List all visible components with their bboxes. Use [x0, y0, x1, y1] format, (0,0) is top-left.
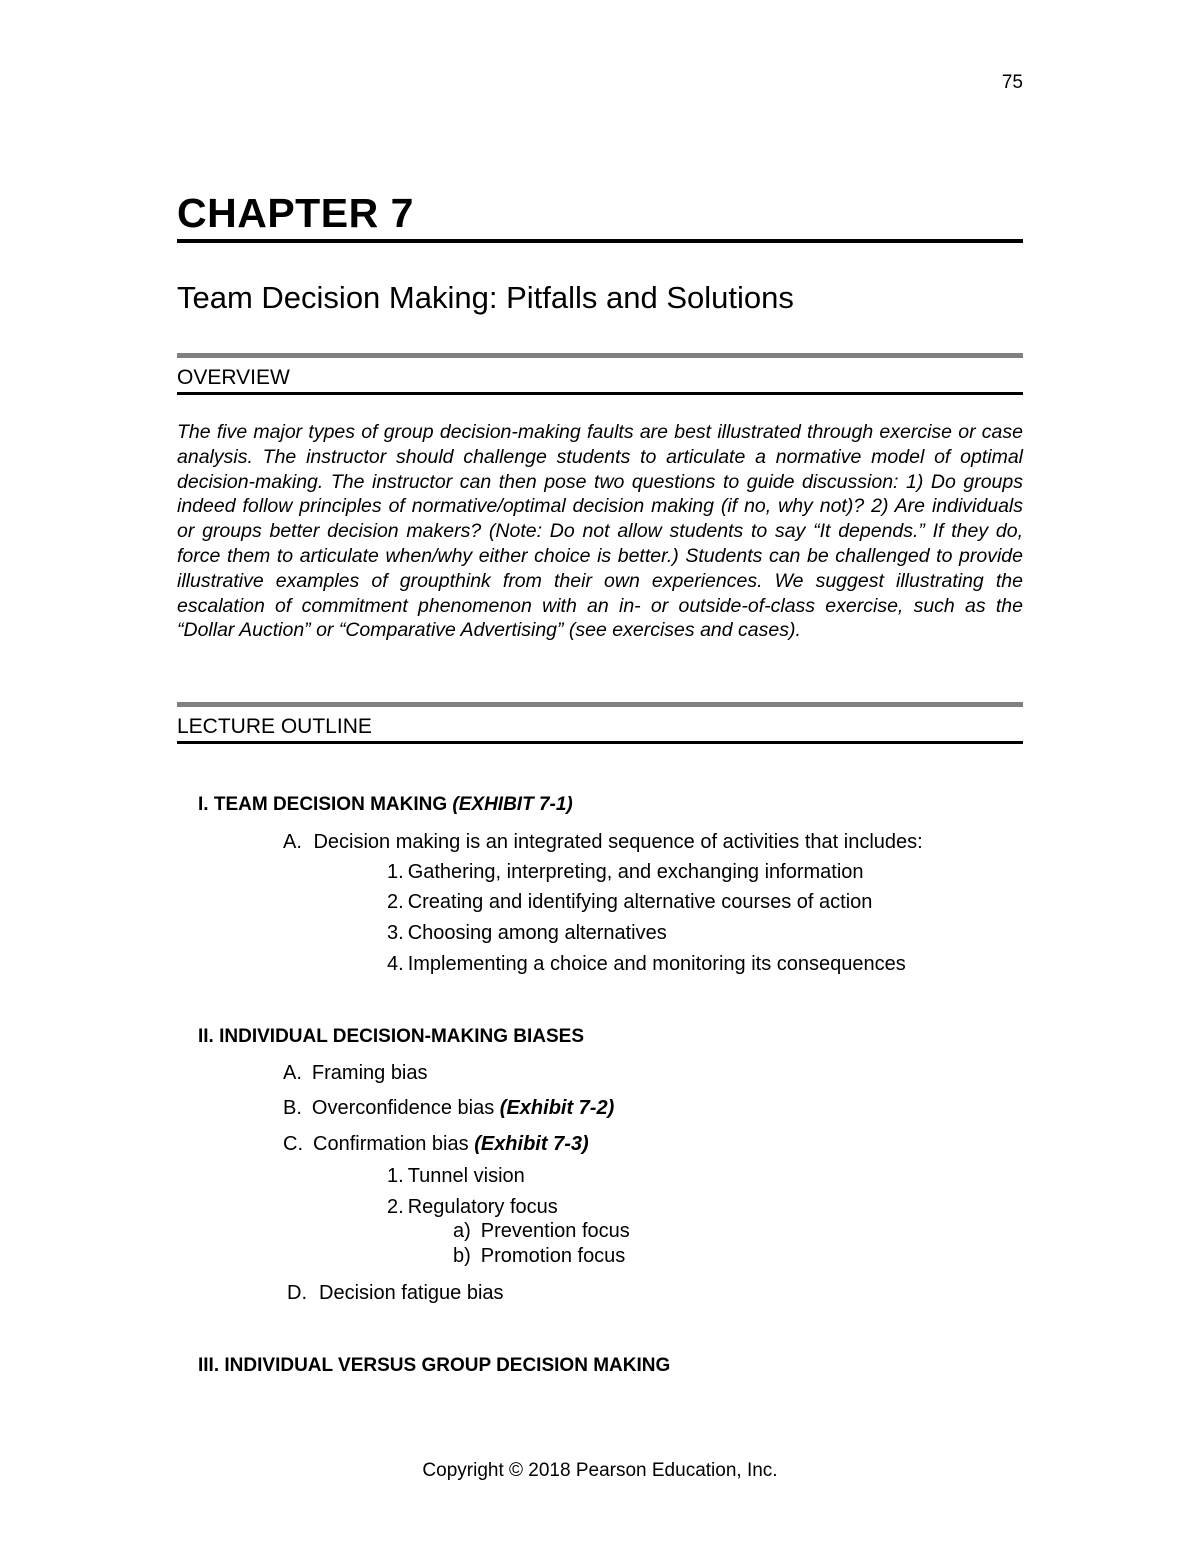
item-text: Gathering, interpreting, and exchanging information — [407, 861, 864, 883]
item-marker: D. — [287, 1282, 307, 1304]
section-2-subitem-1 — [387, 1165, 525, 1188]
overview-heading: OVERVIEW — [177, 366, 290, 389]
exhibit-ref: (Exhibit 7-2) — [499, 1097, 615, 1119]
section-2-subitem-2b — [453, 1245, 625, 1268]
item-text: Implementing a choice and monitoring its consequences — [407, 953, 906, 975]
item-marker: 4. — [387, 953, 404, 975]
item-marker: 2. — [387, 891, 404, 913]
item-text: Choosing among alternatives — [407, 922, 667, 944]
item-marker: 1. — [387, 861, 404, 883]
section-2-subitem-2 — [387, 1196, 558, 1219]
item-marker: 3. — [387, 922, 404, 944]
exhibit-ref: (Exhibit 7-3) — [474, 1133, 589, 1155]
section-1-subitem-4 — [387, 953, 906, 976]
item-marker: b) — [453, 1245, 471, 1267]
outline-bottom-rule — [177, 741, 1023, 744]
item-text: Promotion focus — [480, 1245, 626, 1267]
chapter-subtitle: Team Decision Making: Pitfalls and Solutions — [177, 280, 794, 315]
item-text: Tunnel vision — [407, 1165, 525, 1187]
item-text: Framing bias — [311, 1062, 428, 1084]
item-text: Overconfidence bias — [311, 1097, 500, 1119]
copyright-footer: Copyright © 2018 Pearson Education, Inc. — [422, 1460, 778, 1481]
item-text: Creating and identifying alternative courses of action — [407, 891, 873, 913]
section-2-subitem-2a — [453, 1220, 630, 1243]
item-text: Decision fatigue bias — [319, 1282, 504, 1304]
section-1-subitem-3 — [387, 922, 667, 945]
outline-top-rule — [177, 702, 1023, 707]
section-1-subitem-2 — [387, 891, 872, 914]
item-marker: B. — [283, 1097, 302, 1119]
section-2-item-a — [283, 1062, 428, 1085]
section-1-subitem-1 — [387, 861, 864, 884]
item-text: Decision making is an integrated sequence of activities that includes: — [313, 831, 923, 853]
section-2-heading: II. INDIVIDUAL DECISION-MAKING BIASES — [198, 1026, 585, 1047]
item-marker: A. — [283, 831, 302, 853]
overview-bottom-rule — [177, 392, 1023, 395]
overview-body: The five major types of group decision-making faults are best illustrated through exercise or case analysis. The instructor should challenge students to articulate a normative model of optimal decision-making. The instructor can then pose two questions to guide discussion: 1) Do groups indeed follow principles of normative/optimal decision making (if no, why not)? 2) Are individuals or groups better decision makers? (Note: Do not allow students to say “It depends.” If they do, force them to articulate when/why either choice is better.) Students can be challenged to provide illustrative examples of groupthink from their own experiences. We suggest illustrating the escalation of commitment phenomenon with an in- or outside-of-class exercise, such as the “Dollar Auction” or “Comparative Advertising” (see exercises and cases). — [177, 421, 1023, 642]
section-2-item-b — [283, 1097, 614, 1120]
page-number: 75 — [1001, 72, 1023, 93]
section-1-item-a — [283, 831, 923, 854]
item-marker: C. — [283, 1133, 303, 1155]
item-marker: 2. — [387, 1196, 404, 1218]
section-3-heading: III. INDIVIDUAL VERSUS GROUP DECISION MAKING — [198, 1355, 671, 1376]
section-2-item-d — [287, 1282, 504, 1305]
item-text: Prevention focus — [480, 1220, 630, 1242]
item-text: Regulatory focus — [407, 1196, 558, 1218]
chapter-title: CHAPTER 7 — [177, 190, 414, 236]
outline-heading: LECTURE OUTLINE — [177, 715, 372, 738]
overview-top-rule — [177, 353, 1023, 358]
item-marker: A. — [283, 1062, 302, 1084]
section-1-heading — [198, 794, 573, 816]
section-2-item-c — [283, 1133, 589, 1156]
item-text: Confirmation bias — [313, 1133, 475, 1155]
chapter-rule — [177, 239, 1023, 243]
item-marker: 1. — [387, 1165, 404, 1187]
item-marker: a) — [453, 1220, 471, 1242]
section-1-ref: (EXHIBIT 7-1) — [452, 794, 573, 815]
section-1-title: I. TEAM DECISION MAKING — [198, 794, 453, 815]
